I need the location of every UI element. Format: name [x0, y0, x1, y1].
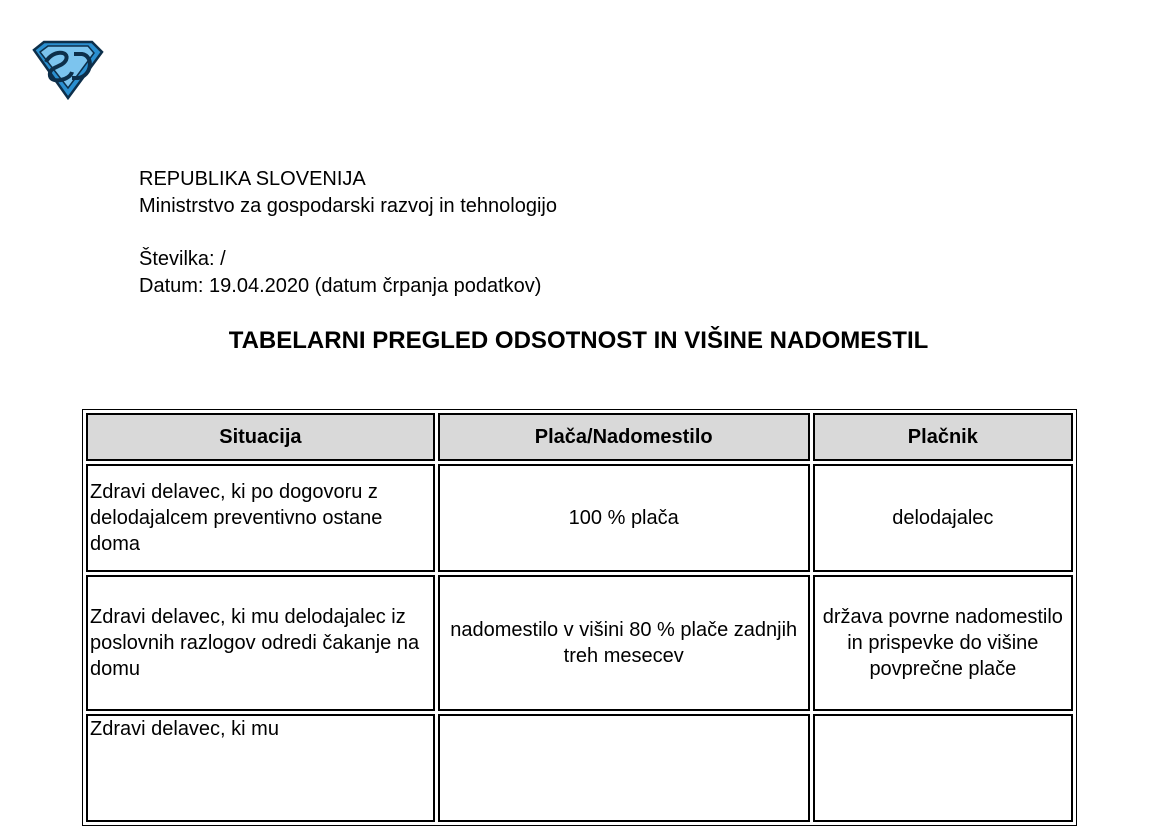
situation-cell: Zdravi delavec, ki po dogovoru z delodajalcem preventivno ostane doma — [86, 464, 435, 572]
payer-cell: delodajalec — [813, 464, 1073, 572]
table-row — [86, 714, 1073, 822]
ministry-name: Ministrstvo za gospodarski razvoj in tehnologijo — [139, 195, 557, 217]
logo-icon — [30, 40, 106, 100]
payer-cell — [813, 714, 1073, 822]
republic-name: REPUBLIKA SLOVENIJA — [139, 168, 366, 190]
pay-cell: nadomestilo v višini 80 % plače zadnjih treh mesecev — [438, 575, 810, 711]
document-number: Številka: / — [139, 248, 226, 270]
situation-cell: Zdravi delavec, ki mu delodajalec iz poslovnih razlogov odredi čakanje na domu — [86, 575, 435, 711]
column-header-payer: Plačnik — [813, 413, 1073, 461]
pay-cell — [438, 714, 810, 822]
overview-table — [82, 409, 1077, 826]
payer-cell: država povrne nadomestilo in prispevke do višine povprečne plače — [813, 575, 1073, 711]
header-spacer — [139, 220, 557, 246]
document-date: Datum: 19.04.2020 (datum črpanja podatkov) — [139, 275, 542, 297]
table-header-row — [86, 413, 1073, 461]
table-row — [86, 575, 1073, 711]
situation-cell: Zdravi delavec, ki mu — [86, 714, 435, 822]
pay-cell: 100 % plača — [438, 464, 810, 572]
column-header-situation: Situacija — [86, 413, 435, 461]
table-row — [86, 464, 1073, 572]
letter-header — [139, 166, 557, 300]
column-header-pay: Plača/Nadomestilo — [438, 413, 810, 461]
overview-table-wrapper — [82, 409, 1077, 826]
document-title: TABELARNI PREGLED ODSOTNOST IN VIŠINE NADOMESTIL — [228, 327, 929, 354]
